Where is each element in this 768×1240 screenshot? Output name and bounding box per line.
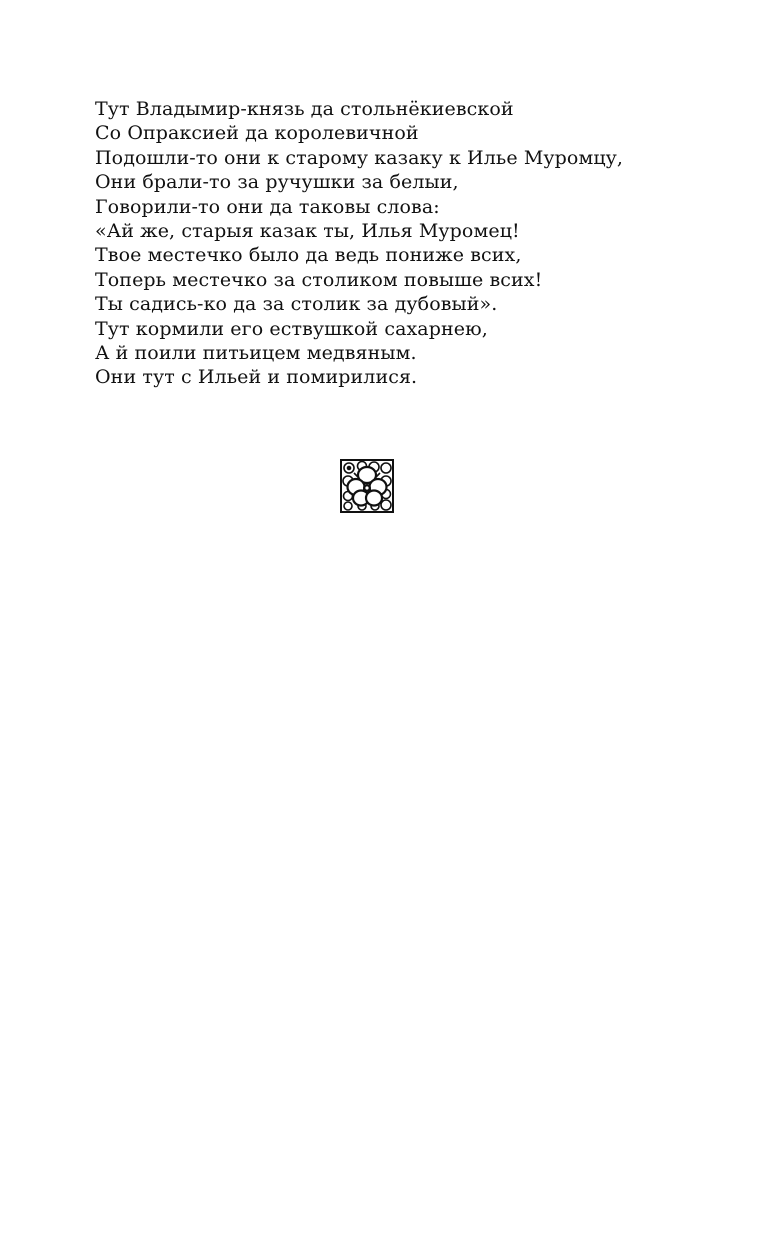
poem-line: Говорили-то они да таковы слова:	[95, 195, 440, 218]
poem-line: Тут кормили его ествушкой сахарнею,	[95, 317, 488, 340]
poem-stanza	[95, 97, 735, 390]
poem-line: Тут Владымир-князь да стольнёкиевской	[95, 98, 514, 120]
poem-line: Подошли-то они к старому казаку к Илье Муромцу,	[95, 146, 624, 169]
poem-line: Ты садись-ко да за столик за дубовый».	[95, 293, 498, 316]
poem-line: Они тут с Ильей и помирилися.	[95, 366, 418, 389]
poem-line: А й поили питьицем медвяным.	[95, 342, 417, 365]
poem-line: Твое местечко было да ведь пониже всих,	[95, 244, 522, 267]
floral-vignette-icon	[340, 459, 394, 513]
poem-line: Они брали-то за ручушки за белыи,	[95, 171, 459, 194]
poem-line: «Ай же, старыя казак ты, Илья Муромец!	[95, 220, 520, 243]
poem-line: Топерь местечко за столиком повыше всих!	[95, 268, 543, 291]
poem-line: Со Опраксией да королевичной	[95, 122, 419, 145]
